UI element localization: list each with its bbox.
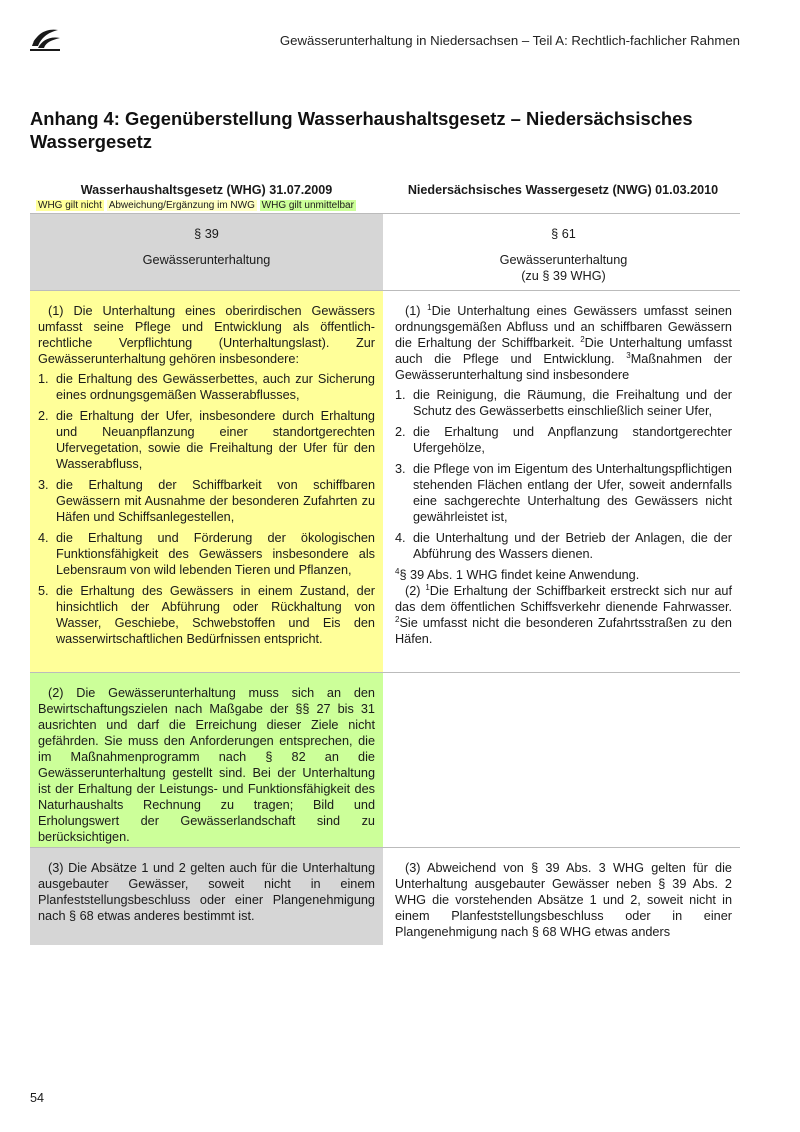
list-item: 5. die Erhaltung des Gewässers in einem Zustand, der hinsichtlich der Abführung oder Rückhaltung von Wasser, Geschiebe, Schwebstoffen und Eis den wasserwirtschaftlichen Bedürfnissen entspricht. bbox=[38, 584, 375, 646]
header-title: Gewässerunterhaltung in Niedersachsen – Teil A: Rechtlich-fachlicher Rahmen bbox=[279, 33, 740, 48]
comparison-table bbox=[30, 213, 740, 945]
page-title: Anhang 4: Gegenüberstellung Wasserhaushaltsgesetz – Niedersächsisches Wassergesetz bbox=[30, 108, 693, 152]
list-item: 4. die Erhaltung und Förderung der ökologischen Funktionsfähigkeit des Gewässers insbesondere als Lebensraum von wild lebenden Tieren und Pflanzen, bbox=[38, 531, 375, 577]
legend-not-applicable: WHG gilt nicht bbox=[38, 200, 102, 211]
whg-p3-text: (3) Die Absätze 1 und 2 gelten auch für die Unterhaltung ausgebauter Gewässer, soweit nicht in einem Planfeststellungsbeschluss oder einer Plangenehmigung nach § 68 etwas anderes bestimmt ist. bbox=[38, 861, 375, 923]
page-number: 54 bbox=[30, 1091, 45, 1105]
color-legend bbox=[36, 199, 356, 212]
legend-direct: WHG gilt unmittelbar bbox=[261, 200, 354, 211]
column-header-nwg: Niedersächsisches Wassergesetz (NWG) 01.03.2010 bbox=[407, 183, 719, 197]
list-item: 3. die Pflege von im Eigentum des Unterhaltungspflichtigen stehenden Flächen entlang der Ufer, soweit andernfalls eine sachgerechte Unterhaltung des Gewässers nicht gewährleistet ist, bbox=[395, 462, 732, 524]
whg-paragraph-1 bbox=[30, 291, 383, 672]
nwg-p1-sentence-4: $^4$§ 39 Abs. 1 WHG findet keine Anwendung. bbox=[395, 566, 640, 582]
legend-deviation: Abweichung/Ergänzung im NWG bbox=[108, 200, 255, 211]
list-item: 3. die Erhaltung der Schiffbarkeit von schiffbaren Gewässern mit Ausnahme der besonderen Zufahrten zu Häfen und Schiffsanlegestellen, bbox=[38, 478, 375, 524]
whg-p1-list bbox=[38, 371, 375, 647]
nwg-p1-list bbox=[395, 387, 732, 562]
nwg-paragraph-1 bbox=[383, 291, 740, 672]
list-item: 1. die Reinigung, die Räumung, die Freihaltung und der Schutz des Gewässerbetts einschließlich seiner Ufer, bbox=[395, 388, 732, 418]
table-row-paragraph-3 bbox=[30, 847, 740, 945]
list-item: 2. die Erhaltung der Ufer, insbesondere durch Erhaltung und Neuanpflanzung einer standortgerechten Ufervegetation, sowie die Freihaltung der Ufer für den Wasserabfluss, bbox=[38, 409, 375, 471]
wave-logo-icon bbox=[28, 24, 62, 52]
nwg-p2-text: (2) $^1$Die Erhaltung der Schiffbarkeit erstreckt sich nur auf das dem öffentlichen Schiffsverkehr dienende Fahrwasser. $^2$Sie umfasst nicht die besonderen Zufahrtsstraßen zu den Häfen. bbox=[395, 582, 732, 646]
nwg-section-title: Gewässerunterhaltung bbox=[499, 253, 628, 267]
list-item: 1. die Erhaltung des Gewässerbettes, auch zur Sicherung eines ordnungsgemäßen Wasserabflusses, bbox=[38, 372, 375, 402]
nwg-paragraph-3 bbox=[383, 848, 740, 945]
table-row-paragraph-1 bbox=[30, 290, 740, 672]
table-row-section bbox=[30, 213, 740, 290]
nwg-section-reference: (zu § 39 WHG) bbox=[521, 269, 606, 283]
list-item: 4. die Unterhaltung und der Betrieb der Anlagen, die der Abführung des Wassers dienen. bbox=[395, 531, 732, 561]
whg-p2-text: (2) Die Gewässerunterhaltung muss sich an den Bewirtschaftungszielen nach Maßgabe der §§ 27 bis 31 ausrichten und darf die Erreichung dieser Ziele nicht gefährden. Sie muss den Anforderungen entsprechen, die im Maßnahmenprogramm nach § 82 an die Gewässerunterhaltung gestellt sind. Bei der Unterhaltung ist der Erhaltung der Leistungs- und Funktionsfähigkeit des Naturhaushalts Rechnung zu tragen; Bild und Erholungswert der Gewässerlandschaft sind zu berücksichtigen. bbox=[38, 686, 375, 844]
nwg-paragraph-2-empty bbox=[383, 673, 740, 847]
nwg-section-number: § 61 bbox=[551, 227, 576, 241]
page-header bbox=[0, 0, 800, 70]
whg-paragraph-2 bbox=[30, 673, 383, 847]
nwg-p3-text: (3) Abweichend von § 39 Abs. 3 WHG gelten für die Unterhaltung ausgebauter Gewässer neben § 39 Abs. 2 WHG die vorstehenden Absätze 1 und 2, soweit nicht in einem Planfeststellungsbeschluss oder in einer Plangenehmigung nach § 68 WHG etwas anders bbox=[395, 861, 732, 939]
whg-section-number: § 39 bbox=[194, 227, 219, 241]
table-row-paragraph-2 bbox=[30, 672, 740, 847]
whg-p1-intro: (1) Die Unterhaltung eines oberirdischen Gewässers umfasst seine Pflege und Entwicklung als öffentlich-rechtliche Verpflichtung (Unterhaltungslast). Zur Gewässerunterhaltung gehören insbesondere: bbox=[38, 304, 375, 366]
list-item: 2. die Erhaltung und Anpflanzung standortgerechter Ufergehölze, bbox=[395, 425, 732, 455]
column-header-whg: Wasserhaushaltsgesetz (WHG) 31.07.2009 bbox=[80, 183, 333, 197]
whg-section-cell bbox=[30, 214, 383, 290]
nwg-section-cell bbox=[383, 214, 740, 290]
whg-paragraph-3 bbox=[30, 848, 383, 945]
nwg-p1-text: (1) $^1$Die Unterhaltung eines Gewässers umfasst seinen ordnungsgemäßen Abfluss und an schiffbaren Gewässern die Erhaltung der Schiffbarkeit. $^2$Die Unterhaltung umfasst auch die Pflege und Entwicklung. $^3$Maßnahmen der Gewässerunterhaltung sind insbesondere bbox=[395, 302, 732, 382]
whg-section-title: Gewässerunterhaltung bbox=[142, 253, 271, 267]
